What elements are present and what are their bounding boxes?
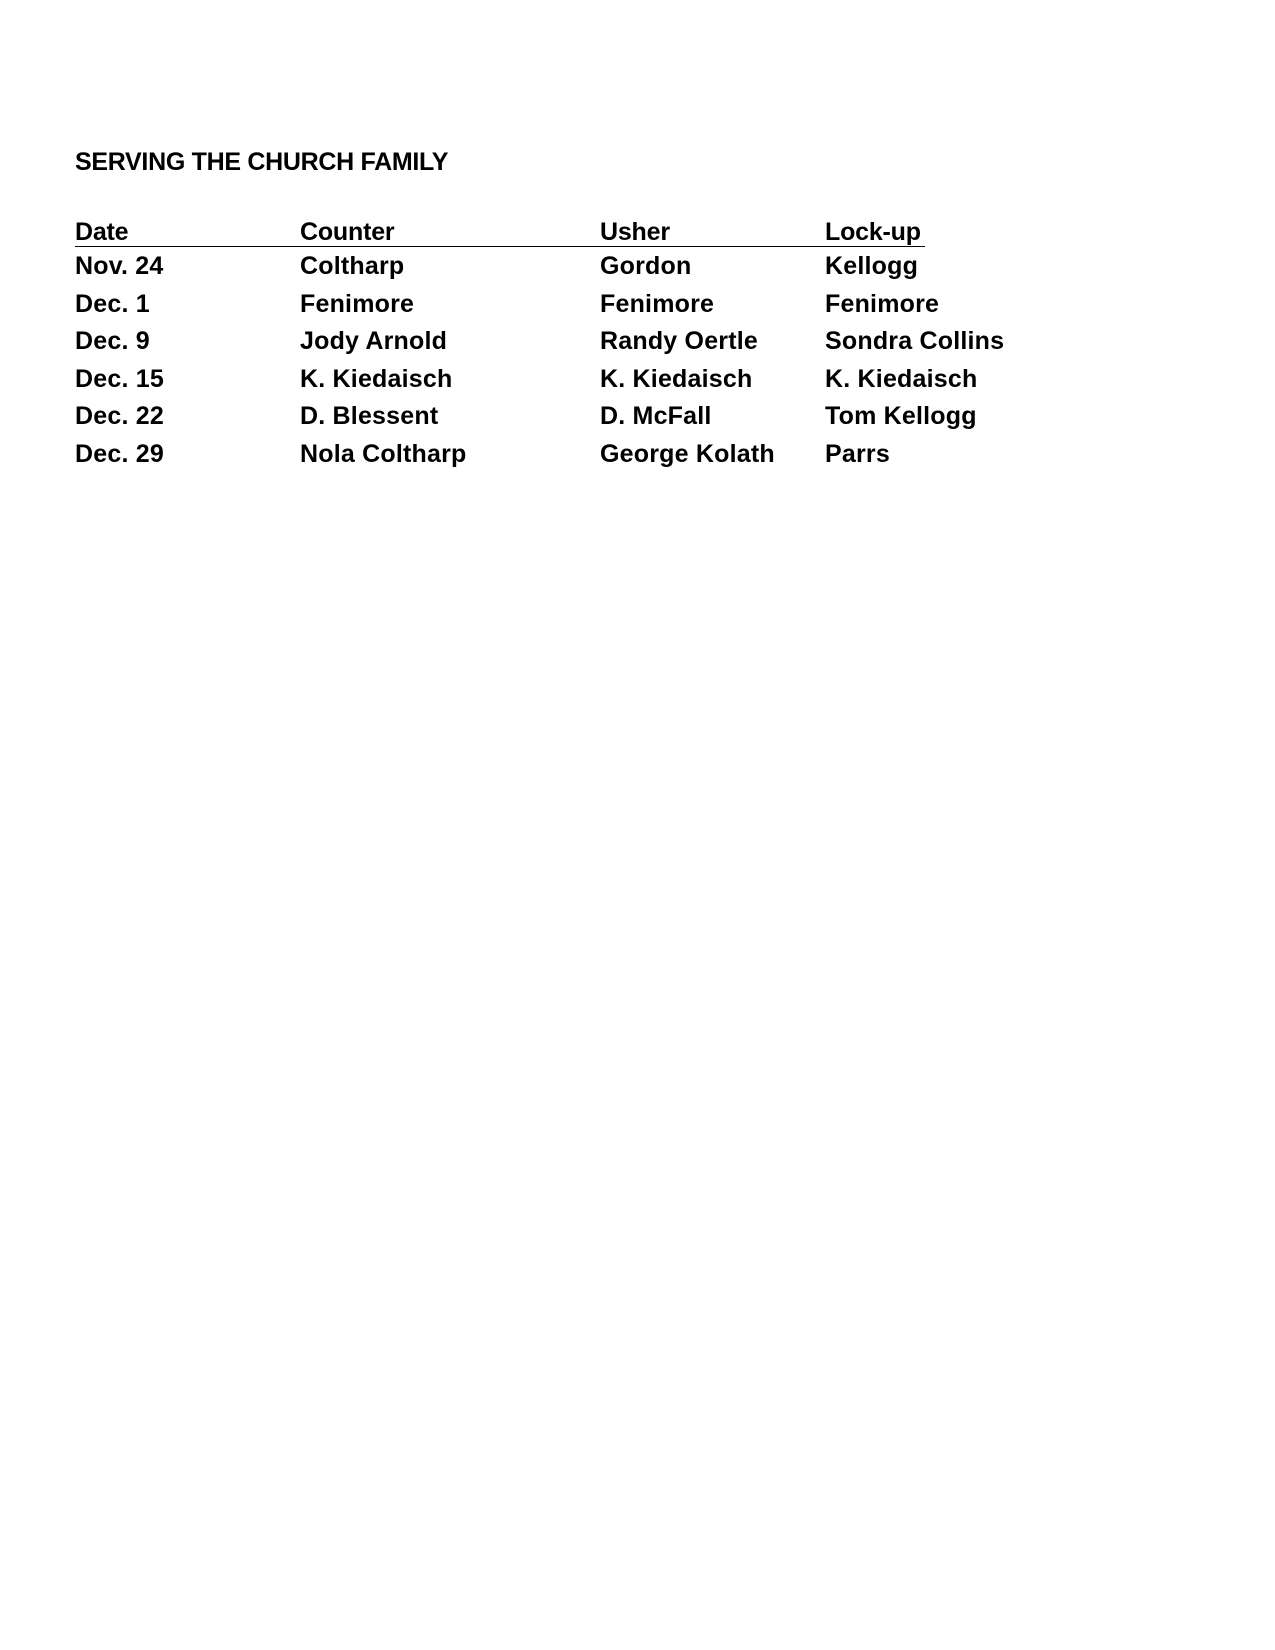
header-divider bbox=[75, 246, 925, 247]
counter-cell: K. Kiedaisch bbox=[300, 364, 453, 393]
table-row bbox=[75, 290, 1035, 328]
usher-cell: George Kolath bbox=[600, 439, 775, 468]
lockup-cell: Fenimore bbox=[825, 289, 940, 318]
date-cell: Dec. 29 bbox=[75, 439, 164, 468]
lockup-cell: K. Kiedaisch bbox=[825, 364, 978, 393]
usher-cell: D. McFall bbox=[600, 402, 712, 430]
schedule-table bbox=[75, 218, 1035, 477]
header-date: Date bbox=[75, 218, 129, 246]
lockup-cell: Sondra Collins bbox=[825, 327, 1005, 355]
usher-cell: Randy Oertle bbox=[600, 327, 759, 355]
table-row bbox=[75, 327, 1035, 365]
counter-cell: Nola Coltharp bbox=[300, 439, 467, 468]
table-header-row bbox=[75, 218, 1035, 252]
usher-cell: Fenimore bbox=[600, 289, 715, 318]
table-row bbox=[75, 365, 1035, 403]
usher-cell: Gordon bbox=[600, 252, 692, 280]
header-usher: Usher bbox=[600, 218, 670, 246]
page-title: SERVING THE CHURCH FAMILY bbox=[75, 148, 449, 176]
table-row bbox=[75, 440, 1035, 478]
usher-cell: K. Kiedaisch bbox=[600, 364, 753, 393]
table-row bbox=[75, 252, 1035, 290]
date-cell: Dec. 15 bbox=[75, 364, 164, 393]
lockup-cell: Parrs bbox=[825, 439, 890, 468]
counter-cell: Coltharp bbox=[300, 252, 405, 280]
header-counter: Counter bbox=[300, 218, 395, 246]
header-lockup: Lock-up bbox=[825, 218, 921, 246]
counter-cell: Fenimore bbox=[300, 289, 415, 318]
date-cell: Dec. 22 bbox=[75, 402, 164, 430]
date-cell: Nov. 24 bbox=[75, 252, 164, 280]
lockup-cell: Kellogg bbox=[825, 252, 919, 280]
date-cell: Dec. 9 bbox=[75, 327, 150, 355]
counter-cell: D. Blessent bbox=[300, 402, 439, 430]
date-cell: Dec. 1 bbox=[75, 289, 150, 318]
table-row bbox=[75, 402, 1035, 440]
lockup-cell: Tom Kellogg bbox=[825, 402, 977, 430]
counter-cell: Jody Arnold bbox=[300, 327, 448, 355]
